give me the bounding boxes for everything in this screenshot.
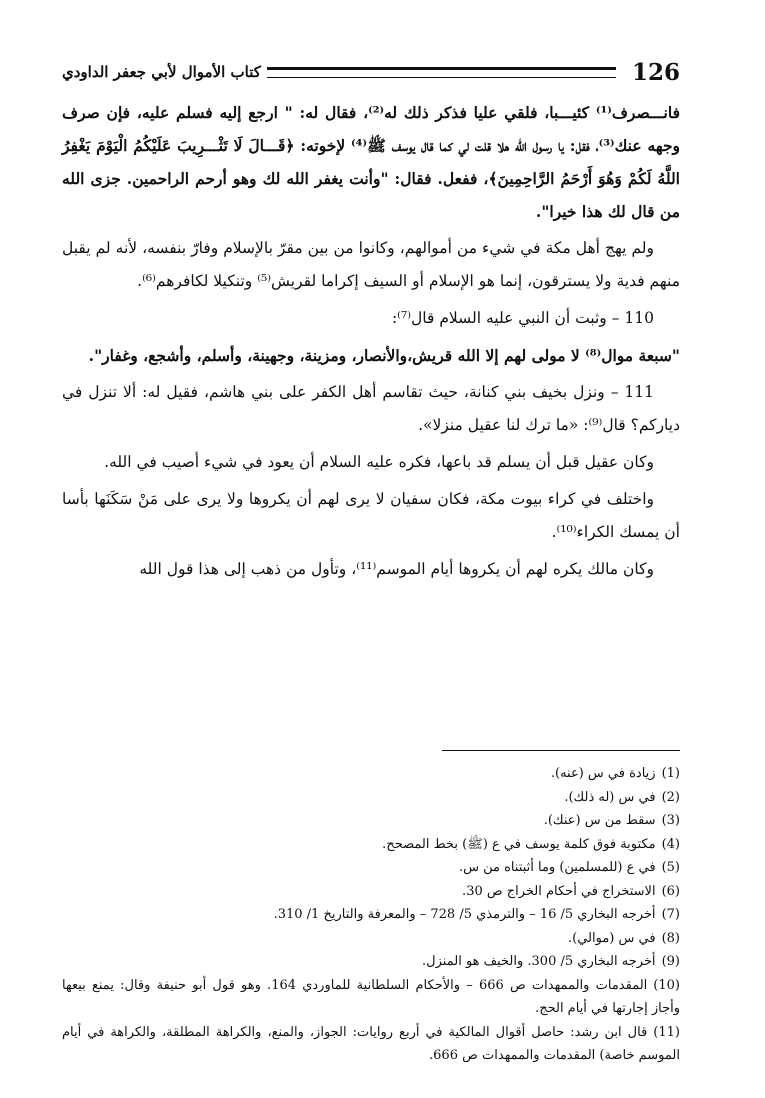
footnote [62,974,680,1021]
footnote [62,786,680,810]
footnote-number: (8) [661,930,680,946]
footnote [62,809,680,833]
footnote-number: (1) [661,766,680,781]
paragraph: 110 – وثبت أن النبي عليه السلام قال⁽⁷⁾: [391,309,654,327]
page-number: 126 [631,58,680,86]
footnotes [62,762,680,1068]
footnote-number: (2) [661,789,680,805]
paragraph: وكان مالك يكره لهم أن يكروها أيام الموسم⁽¹¹⁾، وتأول من ذهب إلى هذا قول الله [139,560,654,578]
book-page [62,52,681,1063]
paragraph: فانـــصرف⁽¹⁾ كئيـــبا، فلقي عليا فذكر ذلك له⁽²⁾، فقال له: " ارجع إليه فسلم عليه، فإن صرف وجهه عنك⁽³⁾، فقل: يا رسول الله هلا قلت لي كما قال يوسف ﷺ⁽⁴⁾ لإخوته: ﴿قَـــالَ لَا تَثْـــرِيبَ عَلَيْكُمُ الْيَوْمَ يَغْفِرُ اللَّهُ لَكُمْ وَهُوَ أَرْحَمُ الرَّاحِمِينَ﴾، ففعل. فقال: "وأنت يغفر الله لك وهو أرحم الراحمين. جزى الله من قال لك هذا خيرا". [62,103,681,221]
footnote [62,833,680,857]
footnote-text: المقدمات والممهدات ص 666 – والأحكام السلطانية للماوردي 164. وهو قول أبو حنيفة وقال: يمنع بيعها وأجاز إجارتها في أيام الحج. [62,977,680,1016]
footnote [62,903,680,927]
footnote [62,880,680,904]
footnote-text: في س (له ذلك). [564,789,656,805]
footnote-text: الاستخراج في أحكام الخراج ص 30. [462,883,656,899]
footnote-text: أخرجه البخاري 5/ 300. والخيف هو المنزل. [422,954,656,969]
footnote-text: في س (موالي). [568,930,656,946]
footnote [62,1021,680,1068]
footnote-text: في ع (للمسلمين) وما أثبتناه من س. [458,860,656,875]
paragraph: وكان عقيل قبل أن يسلم قد باعها، فكره عليه السلام أن يعود في شيء أصيب في الله. [104,453,654,471]
paragraph: واختلف في كراء بيوت مكة، فكان سفيان لا يرى لهم أن يكروها ولا يرى على مَنْ سَكَنَها بأسا أن يمسك الكراء⁽¹⁰⁾. [62,490,680,541]
footnote-number: (7) [661,907,680,922]
footnote-number: (5) [661,860,680,875]
footnote [62,762,680,786]
footnote-text: أخرجه البخاري 5/ 16 – والترمذي 5/ 728 – والمعرفة والتاريخ 1/ 310. [273,907,656,922]
footnote-text: مكتوبة فوق كلمة يوسف في ع (ﷺ) بخط المصحح. [382,836,656,852]
footnote-number: (4) [661,836,680,852]
footnote-number: (3) [661,813,680,828]
footnote [62,927,680,951]
paragraph: ولم يهج أهل مكة في شيء من أموالهم، وكانوا من بين مقرّ بالإسلام وفارّ بنفسه، لأنه لم يقبل منهم فدية ولا يسترقون، إنما هو الإسلام أو السيف إكراما لقريش⁽⁵⁾ وتنكيلا لكافرهم⁽⁶⁾. [62,239,680,290]
footnote-text: زيادة في س (عنه). [550,766,656,781]
footnote-number: (11) [653,1024,680,1040]
paragraph: "سبعة موال⁽⁸⁾ لا مولى لهم إلا الله قريش،والأنصار، ومزينة، وجهينة، وأسلم، وأشجع، وغفار". [88,346,680,365]
main-text [62,96,680,586]
footnote-number: (6) [661,883,680,899]
footnote-separator [442,750,680,751]
footnote-number: (10) [653,977,680,993]
page-header [62,52,680,92]
paragraph: 111 – ونزل بخيف بني كنانة، حيث تقاسم أهل الكفر على بني هاشم، فقيل له: ألا تنزل في دياركم؟ قال⁽⁹⁾: «ما ترك لنا عقيل منزلا». [62,383,680,434]
footnote [62,856,680,880]
footnote-text: قال ابن رشد: حاصل أقوال المالكية في أربع روايات: الجواز، والمنع، والكراهة المطلقة، والكراهة في أيام الموسم خاصة) المقدمات والممهدات ص 666. [62,1024,680,1063]
book-title: كتاب الأموال لأبي جعفر الداودي [62,63,261,81]
footnote-text: سقط من س (عنك). [543,813,656,828]
header-rule [267,67,616,78]
footnote [62,950,680,974]
footnote-number: (9) [661,954,680,969]
